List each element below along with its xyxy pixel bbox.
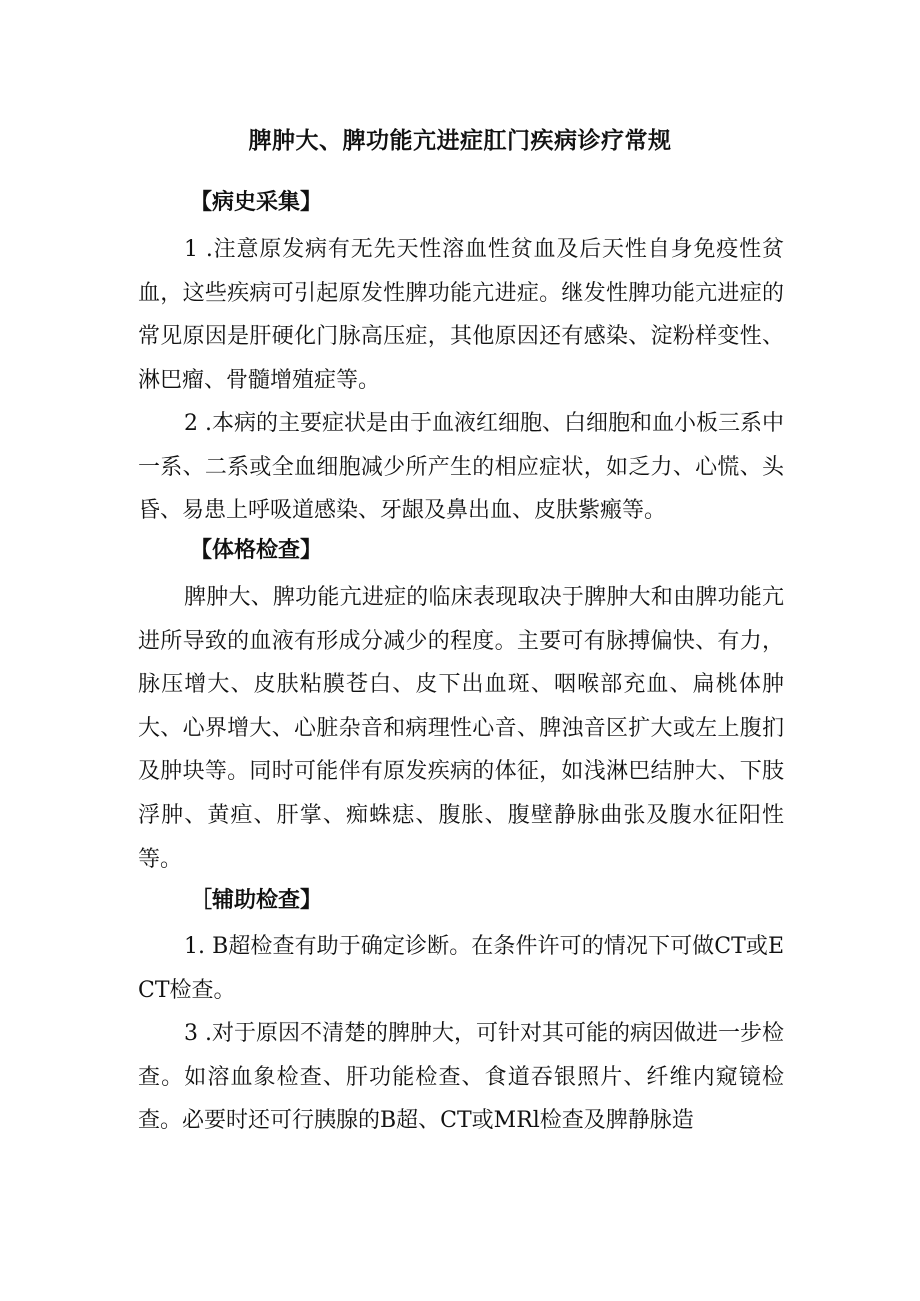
section-heading-auxiliary-exam: ［辅助检查】 bbox=[190, 888, 323, 913]
section-heading-physical-exam: 【体格检查】 bbox=[190, 538, 323, 563]
document-title: 脾肿大、脾功能亢进症肛门疾病诊疗常规 bbox=[248, 128, 672, 154]
section-heading-history: 【病史采集】 bbox=[190, 190, 323, 215]
paragraph-history-2: 2 .本病的主要症状是由于血液红细胞、白细胞和血小板三系中一系、二系或全血细胞减少所产生的相应症状，如乏力、心慌、头昏、易患上呼吸道感染、牙龈及鼻出血、皮肤紫瘢等。 bbox=[138, 411, 784, 524]
paragraph-auxiliary-2: 3 .对于原因不清楚的脾肿大，可针对其可能的病因做进一步检查。如溶血象检查、肝功能检查、食道吞银照片、纤维内窥镜检查。必要时还可行胰腺的B超、CT或MRl检查及脾静脉造 bbox=[138, 1021, 784, 1134]
paragraph-auxiliary-1: 1. B超检查有助于确定诊断。在条件许可的情况下可做CT或ECT检查。 bbox=[138, 934, 784, 1003]
paragraph-history-1: 1 .注意原发病有无先天性溶血性贫血及后天性自身免疫性贫血，这些疾病可引起原发性脾功能亢进症。继发性脾功能亢进症的常见原因是肝硬化门脉高压症，其他原因还有感染、淀粉样变性、淋巴瘤、骨髓增殖症等。 bbox=[138, 237, 784, 393]
paragraph-physical-exam: 脾肿大、脾功能亢进症的临床表现取决于脾肿大和由脾功能亢进所导致的血液有形成分减少的程度。主要可有脉搏偏快、有力，脉压增大、皮肤粘膜苍白、皮下出血斑、咽喉部充血、扁桃体肿大、心界增大、心脏杂音和病理性心音、脾浊音区扩大或左上腹扪及肿块等。同时可能伴有原发疾病的体征，如浅淋巴结肿大、下肢浮肿、黄疸、肝掌、痴蛛痣、腹胀、腹壁静脉曲张及腹水征阳性等。 bbox=[138, 585, 784, 872]
